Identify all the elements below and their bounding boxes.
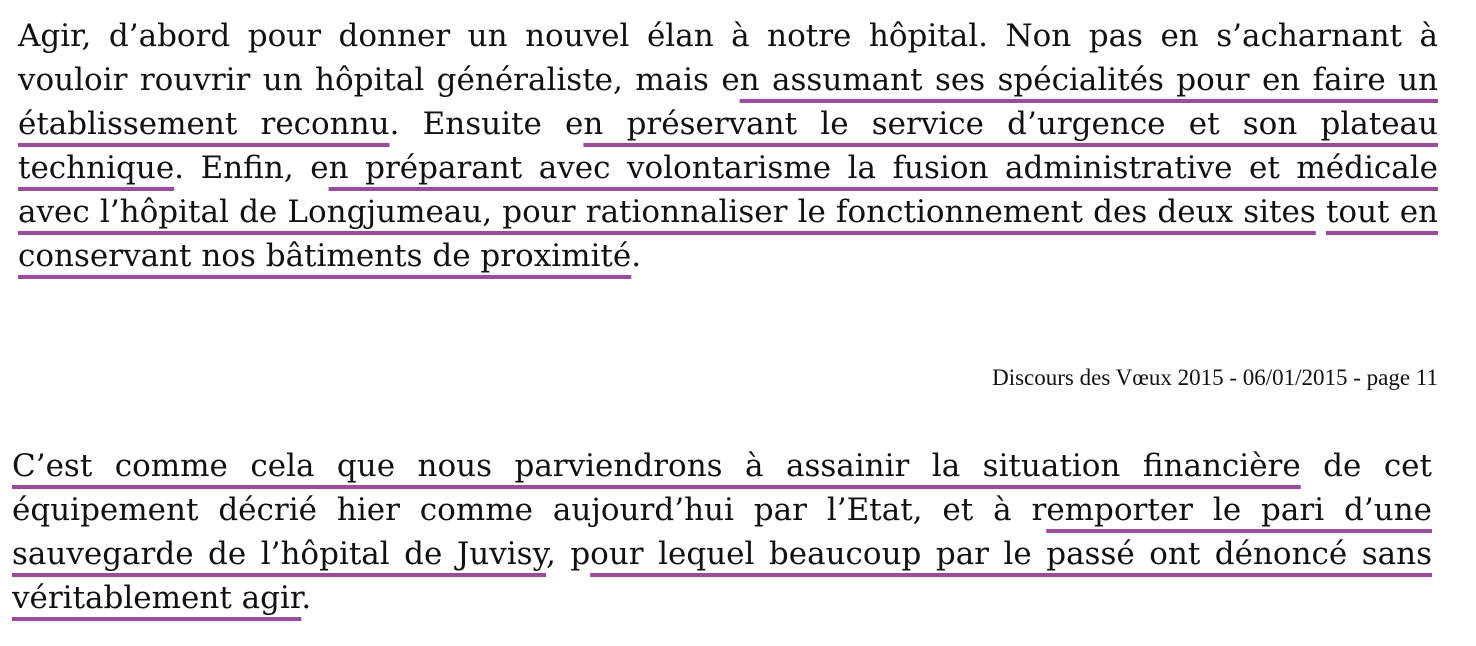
underlined-segment: tout en conservant nos bâtiments de proximité bbox=[18, 194, 1439, 274]
underlined-segment: n préparant avec volontarisme la fusion administrative et médicale avec l’hôpital de Longjumeau, pour rationnaliser le fonctionnement des deux sites bbox=[18, 150, 1438, 230]
text-segment: . Ensuite e bbox=[389, 106, 584, 142]
underlined-segment: n préservant le service d’urgence et son plateau technique bbox=[18, 106, 1438, 186]
text-segment bbox=[1316, 194, 1326, 230]
text-segment: . bbox=[631, 238, 642, 274]
underlined-segment: C’est comme cela que nous parviendrons à assainir la situation financière bbox=[12, 448, 1301, 484]
text-segment: . bbox=[301, 580, 312, 616]
text-segment: de cet équipement décrié hier comme aujourd’hui par l’Etat, et à r bbox=[12, 448, 1432, 528]
text-segment: Agir, d’abord pour donner un nouvel élan à notre hôpital. Non pas en s’acharnant à vouloir rouvrir un hôpital généraliste, mais e bbox=[18, 18, 1438, 98]
page-footer: Discours des Vœux 2015 - 06/01/2015 - page 11 bbox=[992, 365, 1438, 390]
text-segment: , p bbox=[545, 536, 591, 572]
underlined-segment: n assumant ses spécialités pour en faire un établissement reconnu bbox=[18, 62, 1438, 142]
underlined-segment: emporter le pari d’une sauvegarde de l’hôpital de Juvisy bbox=[12, 492, 1432, 572]
paragraph-2 bbox=[12, 444, 1432, 620]
underlined-segment: our lequel beaucoup par le passé ont dénoncé sans véritablement agir bbox=[12, 536, 1432, 616]
text-segment: . Enfin, e bbox=[174, 150, 329, 186]
paragraph-1 bbox=[18, 14, 1438, 278]
